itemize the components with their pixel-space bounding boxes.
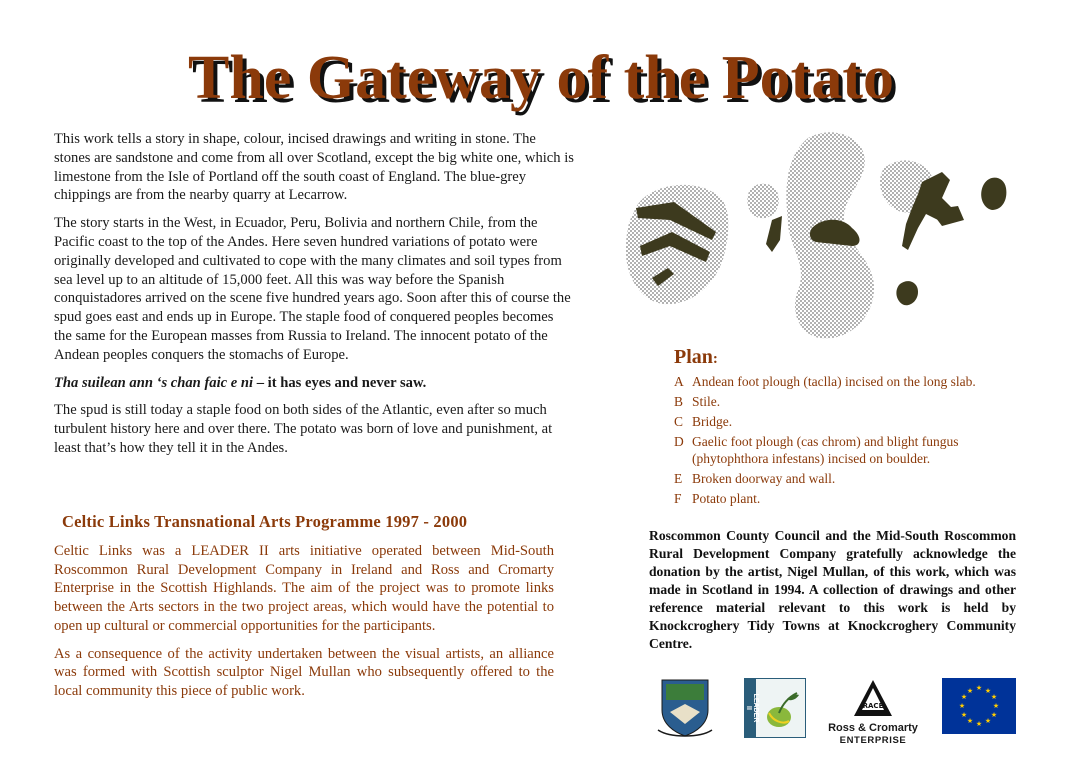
plan-item-letter: A — [674, 374, 684, 389]
plan-item-letter: E — [674, 470, 683, 486]
plan-item-text: Gaelic foot plough (cas chrom) and blight fungus (phytophthora infestans) incised on boulder. — [692, 434, 959, 466]
intro-paragraph-1: This work tells a story in shape, colour, incised drawings and writing in stone. The stones are sandstone and come from all over Scotland, except the big white one, which is limestone from the Isle of Portland off the south coast of England. The blue-grey chippings are from the nearby quarry at Lecarrow. — [54, 131, 574, 204]
plan-item — [674, 471, 1014, 488]
rc-logo-name: Ross & Cromarty — [828, 722, 918, 734]
plan-legend — [674, 374, 1014, 511]
gaelic-saying-gaelic: Tha suilean ann ‘s chan faic e ni — [54, 374, 254, 391]
intro-text — [54, 130, 574, 467]
svg-text:★: ★ — [990, 711, 998, 719]
rc-badge-text: RACE — [862, 702, 884, 710]
plan-item — [674, 491, 1014, 508]
plan-item-text: Andean foot plough (taclla) incised on the long slab. — [692, 374, 976, 389]
svg-text:★: ★ — [966, 687, 974, 695]
intro-paragraph-2: The story starts in the West, in Ecuador, Peru, Bolivia and northern Chile, from the Pacific coast to the top of the Andes. Here seven hundred variations of potato were originally developed and cultivated to cope with the many climates and soil types from sea level up to an altitude of 15,000 feet. All this was way before the Spanish conquistadores arrived on the scene five hundred years ago. Soon after this of course the spud goes east and ends up in Europe. The staple food of conquered peoples becomes the same for the European masses from Russia to Ireland. The innocent potato of the Andean peoples conquers the stomachs of Europe. — [54, 215, 571, 363]
plan-stone-f-potato-plant — [896, 281, 918, 305]
page-title: The Gateway of the Potato — [188, 44, 894, 112]
gaelic-saying — [54, 374, 574, 393]
svg-text:★: ★ — [992, 702, 1000, 710]
plan-item-letter: B — [674, 394, 684, 409]
plan-item-letter: F — [674, 490, 682, 506]
plan-gravel-bed-east — [747, 184, 779, 219]
plan-item — [674, 434, 1014, 467]
svg-text:★: ★ — [990, 693, 998, 701]
plan-item — [674, 414, 1014, 431]
plan-item — [674, 374, 1014, 391]
plan-item-text: Potato plant. — [692, 490, 761, 506]
celtic-links-text — [54, 542, 554, 710]
plan-item — [674, 394, 1014, 411]
gaelic-saying-english: – it has eyes and never saw. — [253, 374, 427, 391]
roscommon-crest-logo — [656, 676, 714, 740]
ross-cromarty-enterprise-logo — [820, 678, 926, 746]
site-plan-illustration — [612, 128, 1042, 348]
acknowledgement-text: Roscommon County Council and the Mid-South Roscommon Rural Development Company gratefully acknowledge the donation by the artist, Nigel Mullan, of this work, which was made in Scotland in 1994. A collection of drawings and other reference material relevant to this work is held by Knockcroghery Tidy Towns at Knockcroghery Community Centre. — [649, 528, 1016, 651]
svg-text:★: ★ — [966, 717, 974, 725]
leader-sprout-icon — [759, 683, 803, 733]
svg-text:★: ★ — [975, 720, 983, 728]
leader-ii-logo — [744, 678, 806, 738]
plan-item-letter: C — [674, 414, 684, 429]
plan-item-letter: D — [674, 434, 684, 449]
plan-item-text: Stile. — [692, 394, 721, 409]
ross-cromarty-mountain-icon — [850, 678, 896, 720]
celtic-paragraph-1: Celtic Links was a LEADER II arts initiative operated between Mid-South Roscommon Rural Development Company in Ireland and Ross and Cromarty Enterprise in the Scottish Highlands. The aim of the project was to promote links between the Arts sectors in the two project areas, which would have the potential to open up cultural or commercial opportunities for the participants. — [54, 543, 554, 634]
plan-heading-colon: : — [712, 351, 718, 367]
svg-text:★: ★ — [960, 711, 968, 719]
svg-text:★: ★ — [984, 717, 992, 725]
eu-stars-icon — [942, 678, 1016, 734]
svg-text:★: ★ — [984, 687, 992, 695]
plan-stone-e-doorway — [981, 178, 1006, 210]
plan-item-text: Broken doorway and wall. — [692, 470, 836, 486]
svg-text:★: ★ — [960, 693, 968, 701]
plan-heading — [674, 346, 718, 369]
svg-text:★: ★ — [975, 684, 983, 692]
svg-text:★: ★ — [958, 702, 966, 710]
sponsor-logos — [640, 672, 1040, 752]
celtic-paragraph-2: As a consequence of the activity undertaken between the visual artists, an alliance was formed with Scottish sculptor Nigel Mullan who subsequently offered to the local community this piece of public work. — [54, 645, 554, 699]
rc-logo-sub: ENTERPRISE — [839, 735, 907, 746]
celtic-links-heading: Celtic Links Transnational Arts Programme 1997 - 2000 — [62, 512, 468, 531]
plan-stone-b-stile — [766, 216, 782, 252]
eu-flag-logo — [942, 678, 1016, 734]
intro-paragraph-3: The spud is still today a staple food on both sides of the Atlantic, even after so much turbulent history here and over there. The potato was born of love and punishment, at least that’s how they tell it in the Andes. — [54, 402, 553, 456]
leader-logo-text: LEADER II — [745, 693, 759, 723]
plan-item-text: Bridge. — [692, 414, 733, 429]
plan-heading-label: Plan — [674, 346, 713, 368]
